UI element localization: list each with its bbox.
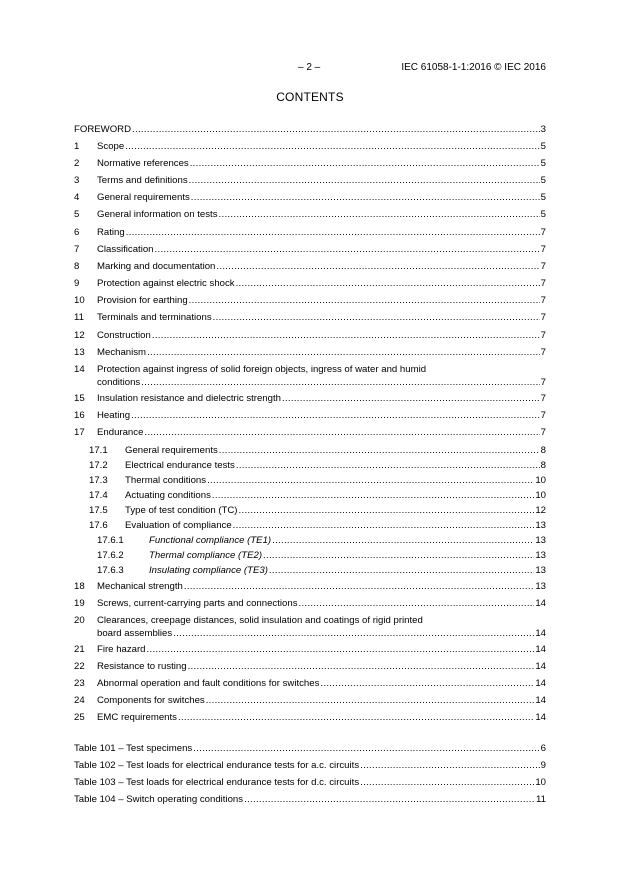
- toc-number: 16: [74, 410, 85, 421]
- toc-entry[interactable]: [74, 261, 546, 273]
- toc-entry[interactable]: [74, 393, 546, 405]
- toc-page: 13: [535, 565, 546, 576]
- standard-reference: IEC 61058-1-1:2016 © IEC 2016: [401, 62, 546, 73]
- toc-number: 1: [74, 141, 80, 152]
- toc-number: 7: [74, 244, 80, 255]
- dot-leader: [216, 261, 539, 273]
- toc-page: 3: [540, 124, 546, 135]
- toc-title: Protection against ingress of solid foreign objects, ingress of water and humid: [97, 364, 427, 375]
- toc-entry[interactable]: [74, 209, 546, 221]
- dot-leader: [219, 445, 540, 457]
- dot-leader: [206, 695, 535, 707]
- toc-entry[interactable]: [97, 535, 546, 547]
- table-list-entry[interactable]: [74, 743, 546, 755]
- dot-leader: [126, 227, 540, 239]
- toc-entry[interactable]: [74, 227, 546, 239]
- toc-entry[interactable]: [89, 520, 546, 532]
- toc-page: 13: [535, 550, 546, 561]
- toc-title: Thermal conditions: [125, 475, 207, 486]
- toc-number: 8: [74, 261, 80, 272]
- toc-title: Screws, current-carrying parts and connections: [97, 598, 298, 609]
- dot-leader: [213, 312, 540, 324]
- toc-entry[interactable]: [89, 460, 546, 472]
- toc-entry[interactable]: [74, 427, 546, 439]
- toc-number: 24: [74, 695, 85, 706]
- dot-leader: [233, 520, 535, 532]
- toc-title: Provision for earthing: [97, 295, 188, 306]
- toc-page: 14: [535, 678, 546, 689]
- toc-page: 7: [540, 410, 546, 421]
- toc-page: 13: [535, 520, 546, 531]
- toc-page: 10: [535, 490, 546, 501]
- dot-leader: [360, 777, 534, 789]
- table-title: Table 103 – Test loads for electrical endurance tests for d.c. circuits: [74, 777, 360, 788]
- toc-entry[interactable]: [74, 312, 546, 324]
- toc-title: Components for switches: [97, 695, 205, 706]
- toc-number: 11: [74, 312, 84, 323]
- toc-page: 7: [540, 427, 546, 438]
- toc-page: 13: [535, 535, 546, 546]
- dot-leader: [320, 678, 534, 690]
- toc-title: Abnormal operation and fault conditions for switches: [97, 678, 320, 689]
- toc-entry[interactable]: [74, 175, 546, 187]
- toc-entry[interactable]: [74, 598, 546, 610]
- dot-leader: [189, 295, 540, 307]
- toc-title: Fire hazard: [97, 644, 146, 655]
- dot-leader: [236, 278, 540, 290]
- toc-number: 20: [74, 615, 85, 626]
- toc-entry[interactable]: [89, 445, 546, 457]
- toc-number: 4: [74, 192, 80, 203]
- toc-title: Construction: [97, 330, 151, 341]
- toc-entry[interactable]: [74, 124, 546, 136]
- dot-leader: [193, 743, 539, 755]
- toc-number: 6: [74, 227, 80, 238]
- toc-number: 17.2: [89, 460, 108, 471]
- toc-entry[interactable]: [74, 644, 546, 656]
- table-page: 10: [535, 777, 546, 788]
- toc-entry-line: [74, 377, 546, 389]
- toc-entry-line: [74, 615, 546, 627]
- toc-entry[interactable]: [74, 347, 546, 359]
- page-number: – 2 –: [298, 62, 321, 73]
- toc-page: 7: [540, 330, 546, 341]
- table-list-entry[interactable]: [74, 777, 546, 789]
- toc-number: 10: [74, 295, 85, 306]
- toc-number: 17.4: [89, 490, 108, 501]
- toc-number: 3: [74, 175, 80, 186]
- toc-number: 17: [74, 427, 85, 438]
- toc-title: Endurance: [97, 427, 144, 438]
- dot-leader: [152, 330, 540, 342]
- toc-page: 5: [540, 141, 546, 152]
- toc-page: 14: [535, 598, 546, 609]
- dot-leader: [178, 712, 534, 724]
- toc-title: Mechanical strength: [97, 581, 183, 592]
- toc-number: 17.1: [89, 445, 108, 456]
- toc-title: Rating: [97, 227, 125, 238]
- toc-number: 21: [74, 644, 85, 655]
- toc-entry[interactable]: [74, 678, 546, 690]
- toc-entry[interactable]: [74, 244, 546, 256]
- toc-page: 7: [540, 377, 546, 388]
- contents-title: CONTENTS: [276, 90, 344, 104]
- toc-page: 7: [540, 295, 546, 306]
- toc-entry[interactable]: [74, 581, 546, 593]
- table-title: Table 104 – Switch operating conditions: [74, 794, 244, 805]
- toc-title: Resistance to rusting: [97, 661, 187, 672]
- toc-entry[interactable]: [97, 565, 546, 577]
- toc-number: 17.6.2: [97, 550, 124, 561]
- toc-entry[interactable]: [74, 158, 546, 170]
- toc-entry[interactable]: [89, 475, 546, 487]
- toc-entry[interactable]: [74, 141, 546, 153]
- toc-title: Electrical endurance tests: [125, 460, 235, 471]
- toc-page: 14: [535, 628, 546, 639]
- table-page: 6: [540, 743, 546, 754]
- toc-number: 17.6: [89, 520, 108, 531]
- toc-title: EMC requirements: [97, 712, 177, 723]
- dot-leader: [272, 535, 534, 547]
- toc-page: 14: [535, 695, 546, 706]
- toc-page: 8: [540, 460, 546, 471]
- toc-entry[interactable]: [74, 410, 546, 422]
- toc-title: General requirements: [125, 445, 218, 456]
- dot-leader: [207, 475, 534, 487]
- toc-page: 5: [540, 158, 546, 169]
- dot-leader: [244, 794, 535, 806]
- table-page: 11: [536, 794, 546, 805]
- toc-page: 14: [535, 661, 546, 672]
- toc-page: 7: [540, 227, 546, 238]
- dot-leader: [141, 377, 539, 389]
- toc-number: 17.5: [89, 505, 108, 516]
- toc-title: General information on tests: [97, 209, 218, 220]
- dot-leader: [190, 158, 540, 170]
- dot-leader: [219, 209, 540, 221]
- dot-leader: [299, 598, 535, 610]
- dot-leader: [131, 410, 540, 422]
- toc-title: Insulation resistance and dielectric strength: [97, 393, 281, 404]
- dot-leader: [125, 141, 539, 153]
- toc-number: 22: [74, 661, 85, 672]
- toc-page: 7: [540, 261, 546, 272]
- dot-leader: [132, 124, 540, 136]
- toc-entry[interactable]: [74, 364, 546, 389]
- toc-number: 2: [74, 158, 80, 169]
- toc-number: 17.6.1: [97, 535, 124, 546]
- toc-number: 9: [74, 278, 80, 289]
- toc-title: Normative references: [97, 158, 189, 169]
- dot-leader: [282, 393, 540, 405]
- dot-leader: [191, 192, 540, 204]
- dot-leader: [173, 628, 534, 640]
- toc-entry[interactable]: [89, 505, 546, 517]
- dot-leader: [188, 661, 535, 673]
- toc-page: 7: [540, 278, 546, 289]
- toc-page: 8: [540, 445, 546, 456]
- toc-title: Terms and definitions: [97, 175, 188, 186]
- toc-number: 17.6.3: [97, 565, 124, 576]
- toc-page: 14: [535, 712, 546, 723]
- dot-leader: [189, 175, 540, 187]
- toc-title: Scope: [97, 141, 125, 152]
- dot-leader: [184, 581, 534, 593]
- toc-title: Actuating conditions: [125, 490, 211, 501]
- dot-leader: [239, 505, 535, 517]
- toc-entry-line: [74, 628, 546, 640]
- toc-number: 14: [74, 364, 85, 375]
- toc-title: Terminals and terminations: [97, 312, 212, 323]
- dot-leader: [155, 244, 540, 256]
- toc-page: 14: [535, 644, 546, 655]
- dot-leader: [360, 760, 540, 772]
- dot-leader: [212, 490, 534, 502]
- toc-title: Insulating compliance (TE3): [149, 565, 268, 576]
- toc-title: FOREWORD: [74, 124, 132, 135]
- toc-number: 15: [74, 393, 85, 404]
- toc-number: 23: [74, 678, 85, 689]
- toc-page: 10: [535, 475, 546, 486]
- toc-page: 7: [540, 312, 546, 323]
- table-title: Table 102 – Test loads for electrical endurance tests for a.c. circuits: [74, 760, 360, 771]
- toc-number: 25: [74, 712, 85, 723]
- toc-entry[interactable]: [97, 550, 546, 562]
- toc-title-continued: board assemblies: [97, 628, 173, 639]
- toc-page: 7: [540, 244, 546, 255]
- toc-title: Clearances, creepage distances, solid insulation and coatings of rigid printed: [97, 615, 423, 626]
- toc-title-continued: conditions: [97, 377, 141, 388]
- toc-number: 19: [74, 598, 85, 609]
- table-list-entry[interactable]: [74, 794, 546, 806]
- toc-page: 5: [540, 175, 546, 186]
- toc-entry[interactable]: [74, 192, 546, 204]
- toc-entry[interactable]: [74, 615, 546, 640]
- dot-leader: [269, 565, 534, 577]
- toc-entry[interactable]: [89, 490, 546, 502]
- toc-entry[interactable]: [74, 712, 546, 724]
- toc-page: 7: [540, 393, 546, 404]
- toc-entry[interactable]: [74, 330, 546, 342]
- toc-page: 5: [540, 209, 546, 220]
- toc-page: 5: [540, 192, 546, 203]
- toc-number: 17.3: [89, 475, 108, 486]
- toc-title: Mechanism: [97, 347, 147, 358]
- toc-title: General requirements: [97, 192, 190, 203]
- toc-number: 5: [74, 209, 80, 220]
- toc-title: Type of test condition (TC): [125, 505, 238, 516]
- toc-entry-line: [74, 364, 546, 376]
- toc-title: Protection against electric shock: [97, 278, 235, 289]
- toc-page: 12: [535, 505, 546, 516]
- toc-title: Evaluation of compliance: [125, 520, 232, 531]
- dot-leader: [144, 427, 539, 439]
- toc-title: Functional compliance (TE1): [149, 535, 272, 546]
- table-list-entry[interactable]: [74, 760, 546, 772]
- toc-page: 13: [535, 581, 546, 592]
- toc-title: Heating: [97, 410, 131, 421]
- dot-leader: [147, 347, 540, 359]
- table-page: 9: [540, 760, 546, 771]
- toc-entry[interactable]: [74, 295, 546, 307]
- toc-number: 12: [74, 330, 85, 341]
- dot-leader: [236, 460, 540, 472]
- dot-leader: [263, 550, 534, 562]
- toc-number: 18: [74, 581, 85, 592]
- toc-entry[interactable]: [74, 661, 546, 673]
- toc-title: Classification: [97, 244, 154, 255]
- toc-title: Thermal compliance (TE2): [149, 550, 263, 561]
- toc-entry[interactable]: [74, 695, 546, 707]
- toc-entry[interactable]: [74, 278, 546, 290]
- toc-page: 7: [540, 347, 546, 358]
- dot-leader: [147, 644, 535, 656]
- toc-number: 13: [74, 347, 85, 358]
- table-title: Table 101 – Test specimens: [74, 743, 193, 754]
- toc-title: Marking and documentation: [97, 261, 216, 272]
